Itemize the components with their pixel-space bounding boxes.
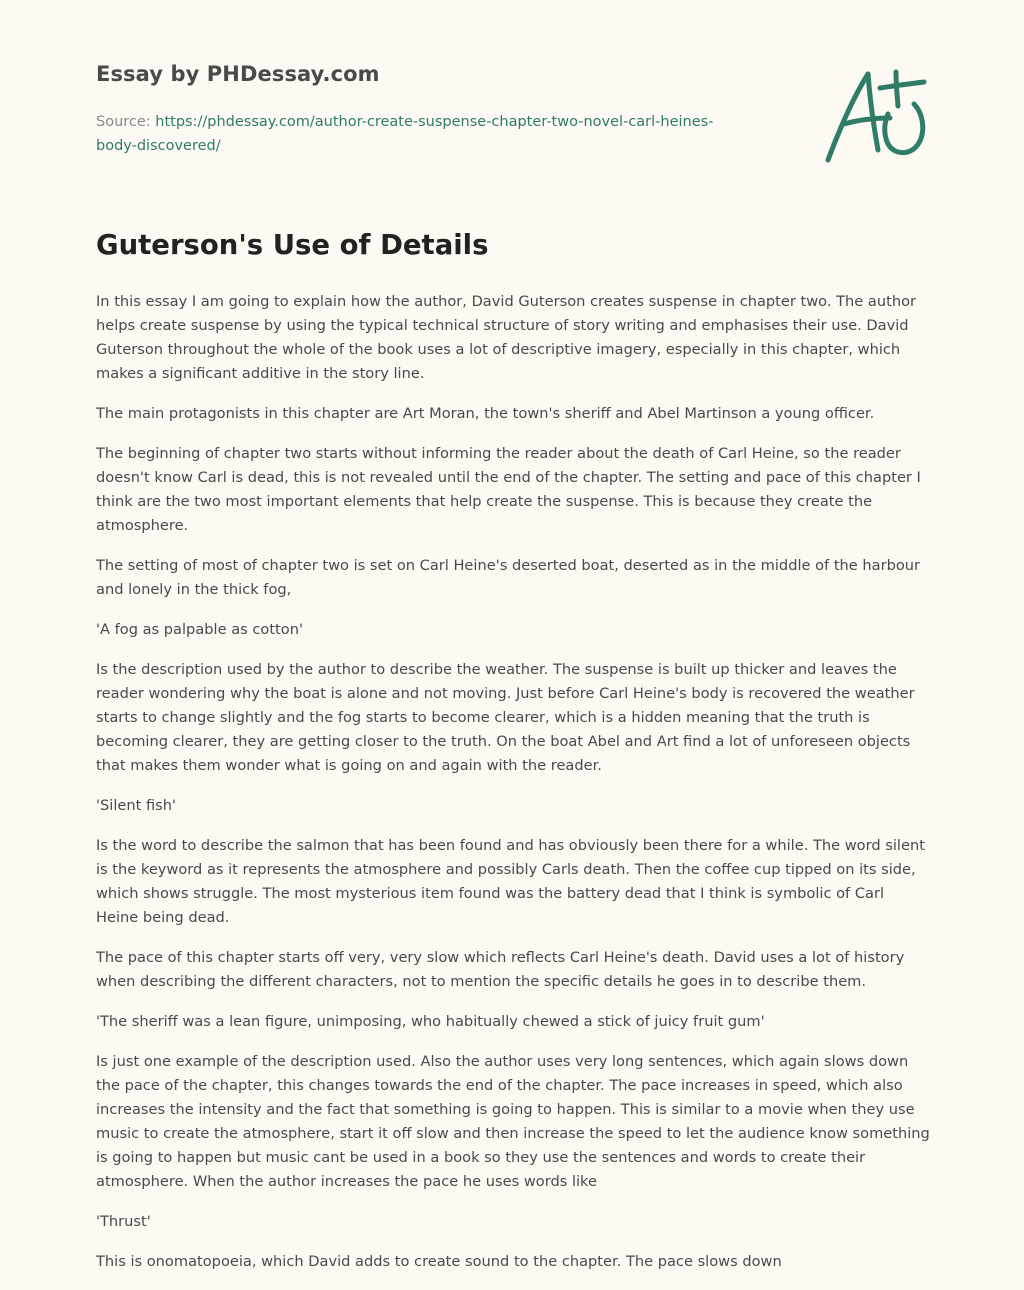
article-title: Guterson's Use of Details [96,229,489,261]
paragraph: The main protagonists in this chapter are Art Moran, the town's sheriff and Abel Martinson a young officer. [96,405,875,422]
source-url-line2: body-discovered/ [96,138,221,154]
paragraph: Is just one example of the description used. Also the author uses very long sentences, which again slows down the pace of the chapter, this changes towards the end of the chapter. The pace increases in speed, which also increases the intensity and the fact that something is going to happen. This is similar to a movie when they use music to create the atmosphere, start it off slow and then increase the speed to let the audience know something is going to happen but music cant be used in a book so they use the sentences and words to create their atmosphere. When the author increases the pace he uses words like [96,1053,930,1190]
article [96,226,930,1290]
paragraph: This is onomatopoeia, which David adds to create sound to the chapter. The pace slows down [96,1253,782,1270]
a-plus-logo-icon [818,66,934,166]
site-header [96,62,796,158]
quote-paragraph: 'Thrust' [96,1213,151,1230]
paragraph: Is the description used by the author to describe the weather. The suspense is built up thicker and leaves the reader wondering why the boat is alone and not moving. Just before Carl Heine's body is recovered the weather starts to change slightly and the fog starts to become clearer, which is a hidden meaning that the truth is becoming clearer, they are getting closer to the truth. On the boat Abel and Art find a lot of unforeseen objects that makes them wonder what is going on and again with the reader. [96,661,915,774]
quote-paragraph: 'A fog as palpable as cotton' [96,621,303,638]
brand-title: Essay by PHDessay.com [96,62,380,86]
source-line [96,110,796,158]
source-link[interactable] [96,114,713,154]
source-url-line1: https://phdessay.com/author-create-suspense-chapter-two-novel-carl-heines- [155,114,714,130]
source-label: Source: [96,114,156,130]
paragraph: Is the word to describe the salmon that has been found and has obviously been there for a while. The word silent is the keyword as it represents the atmosphere and possibly Carls death. Then the coffee cup tipped on its side, which shows struggle. The most mysterious item found was the battery dead that I think is symbolic of Carl Heine being dead. [96,837,925,926]
paragraph: The pace of this chapter starts off very, very slow which reflects Carl Heine's death. David uses a lot of history when describing the different characters, not to mention the specific details he goes in to describe them. [96,949,905,990]
quote-paragraph: 'The sheriff was a lean figure, unimposing, who habitually chewed a stick of juicy fruit gum' [96,1013,765,1030]
paragraph: In this essay I am going to explain how the author, David Guterson creates suspense in chapter two. The author helps create suspense by using the typical technical structure of story writing and emphasises their use. David Guterson throughout the whole of the book uses a lot of descriptive imagery, especially in this chapter, which makes a significant additive in the story line. [96,293,917,382]
quote-paragraph: 'Silent fish' [96,797,177,814]
paragraph: The setting of most of chapter two is set on Carl Heine's deserted boat, deserted as in the middle of the harbour and lonely in the thick fog, [96,557,921,598]
paragraph: The beginning of chapter two starts without informing the reader about the death of Carl Heine, so the reader doesn't know Carl is dead, this is not revealed until the end of the chapter. The setting and pace of this chapter I think are the two most important elements that help create the suspense. This is because they create the atmosphere. [96,445,921,534]
